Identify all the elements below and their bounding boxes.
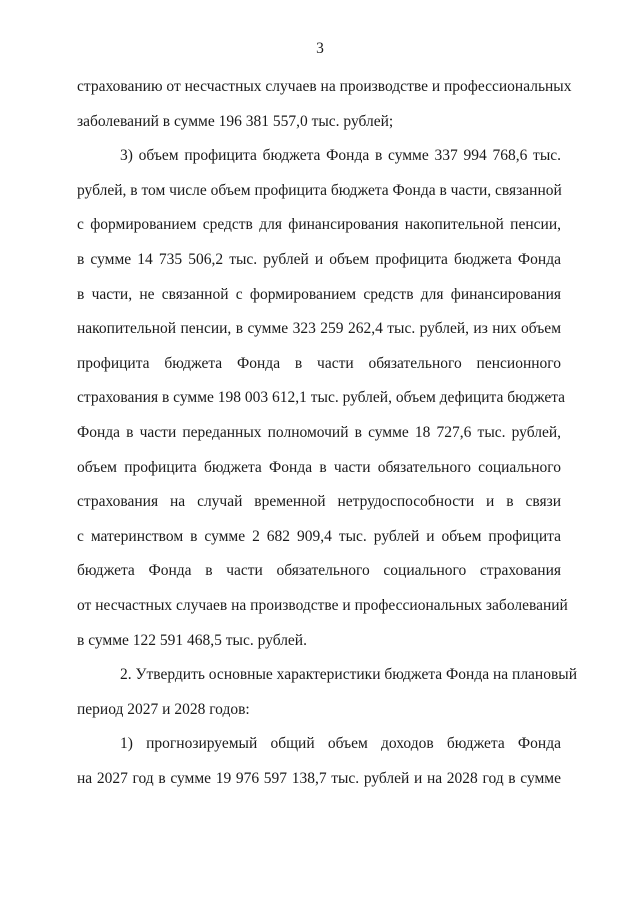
text-line: профицита бюджета Фонда в части обязательного пенсионного [77, 354, 561, 372]
text-line: накопительной пенсии, в сумме 323 259 262,4 тыс. рублей, из них объем [77, 320, 561, 338]
text-line: период 2027 и 2028 годов: [77, 700, 250, 718]
text-line: 2. Утвердить основные характеристики бюджета Фонда на плановый [120, 666, 578, 684]
text-line: бюджета Фонда в части обязательного социального страхования [77, 562, 561, 580]
text-line: 3) объем профицита бюджета Фонда в сумме 337 994 768,6 тыс. [120, 147, 561, 165]
text-line: 1) прогнозируемый общий объем доходов бюджета Фонда [120, 735, 561, 753]
text-line: страхования на случай временной нетрудоспособности и в связи [77, 493, 561, 511]
text-line: с материнством в сумме 2 682 909,4 тыс. рублей и объем профицита [77, 527, 561, 545]
text-line: рублей, в том числе объем профицита бюджета Фонда в части, связанной [77, 181, 562, 199]
text-line: в сумме 122 591 468,5 тыс. рублей. [77, 631, 307, 649]
text-line: с формированием средств для финансирования накопительной пенсии, [77, 216, 561, 234]
text-line: от несчастных случаев на производстве и профессиональных заболеваний [77, 596, 568, 614]
document-body [77, 70, 578, 796]
text-line: страхованию от несчастных случаев на производстве и профессиональных [77, 78, 572, 95]
text-line: заболеваний в сумме 196 381 557,0 тыс. рублей; [77, 112, 394, 130]
text-line: Фонда в части переданных полномочий в сумме 18 727,6 тыс. рублей, [77, 423, 561, 441]
page-number: 3 [316, 40, 324, 57]
text-line: объем профицита бюджета Фонда в части обязательного социального [77, 458, 561, 476]
text-line: в части, не связанной с формированием средств для финансирования [77, 285, 561, 303]
text-line: на 2027 год в сумме 19 976 597 138,7 тыс. рублей и на 2028 год в сумме [77, 769, 561, 787]
text-line: в сумме 14 735 506,2 тыс. рублей и объем профицита бюджета Фонда [77, 250, 561, 268]
text-line: страхования в сумме 198 003 612,1 тыс. рублей, объем дефицита бюджета [77, 389, 566, 407]
